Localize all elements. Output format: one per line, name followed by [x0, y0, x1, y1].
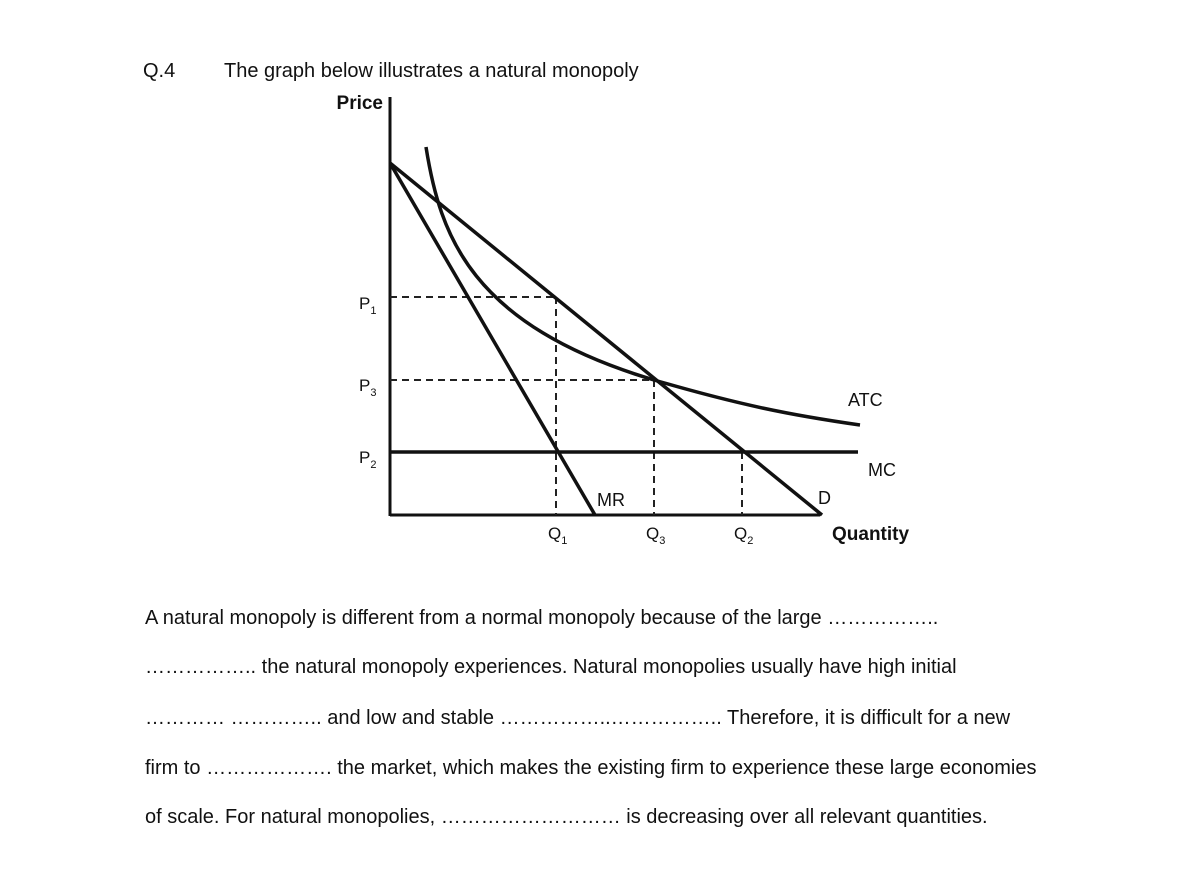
paragraph-line-2: …………….. the natural monopoly experiences. Natural monopolies usually have high initial	[145, 656, 957, 678]
demand-curve	[390, 163, 822, 515]
p1-label: $P_1$	[359, 294, 377, 317]
q3-label: $Q_3$	[646, 524, 666, 547]
mc-label: MC	[868, 460, 896, 480]
x-axis-label: Quantity	[832, 524, 910, 545]
question-number: Q.4	[143, 60, 176, 82]
paragraph-line-3: ………… ………….. and low and stable ……………..…………….. Therefore, it is difficult for a new	[145, 707, 1011, 729]
atc-label: ATC	[848, 390, 883, 410]
question-title: The graph below illustrates a natural monopoly	[224, 60, 639, 82]
natural-monopoly-graph	[300, 85, 940, 565]
paragraph-line-4: firm to ………………. the market, which makes the existing firm to experience these large economies	[145, 757, 1037, 779]
mr-curve	[390, 163, 595, 515]
p2-label: $P_2$	[359, 448, 377, 471]
q1-label: $Q_1$	[548, 524, 568, 547]
mr-label: MR	[597, 490, 625, 510]
atc-curve	[426, 147, 860, 425]
demand-label: D	[818, 488, 831, 508]
y-axis-label: Price	[336, 93, 383, 114]
paragraph-line-5: of scale. For natural monopolies, ……………………… is decreasing over all relevant quantities.	[145, 806, 988, 828]
q2-label: $Q_2$	[734, 524, 754, 547]
p3-label: $P_3$	[359, 376, 377, 399]
paragraph-line-1: A natural monopoly is different from a normal monopoly because of the large ……………..	[145, 607, 939, 629]
